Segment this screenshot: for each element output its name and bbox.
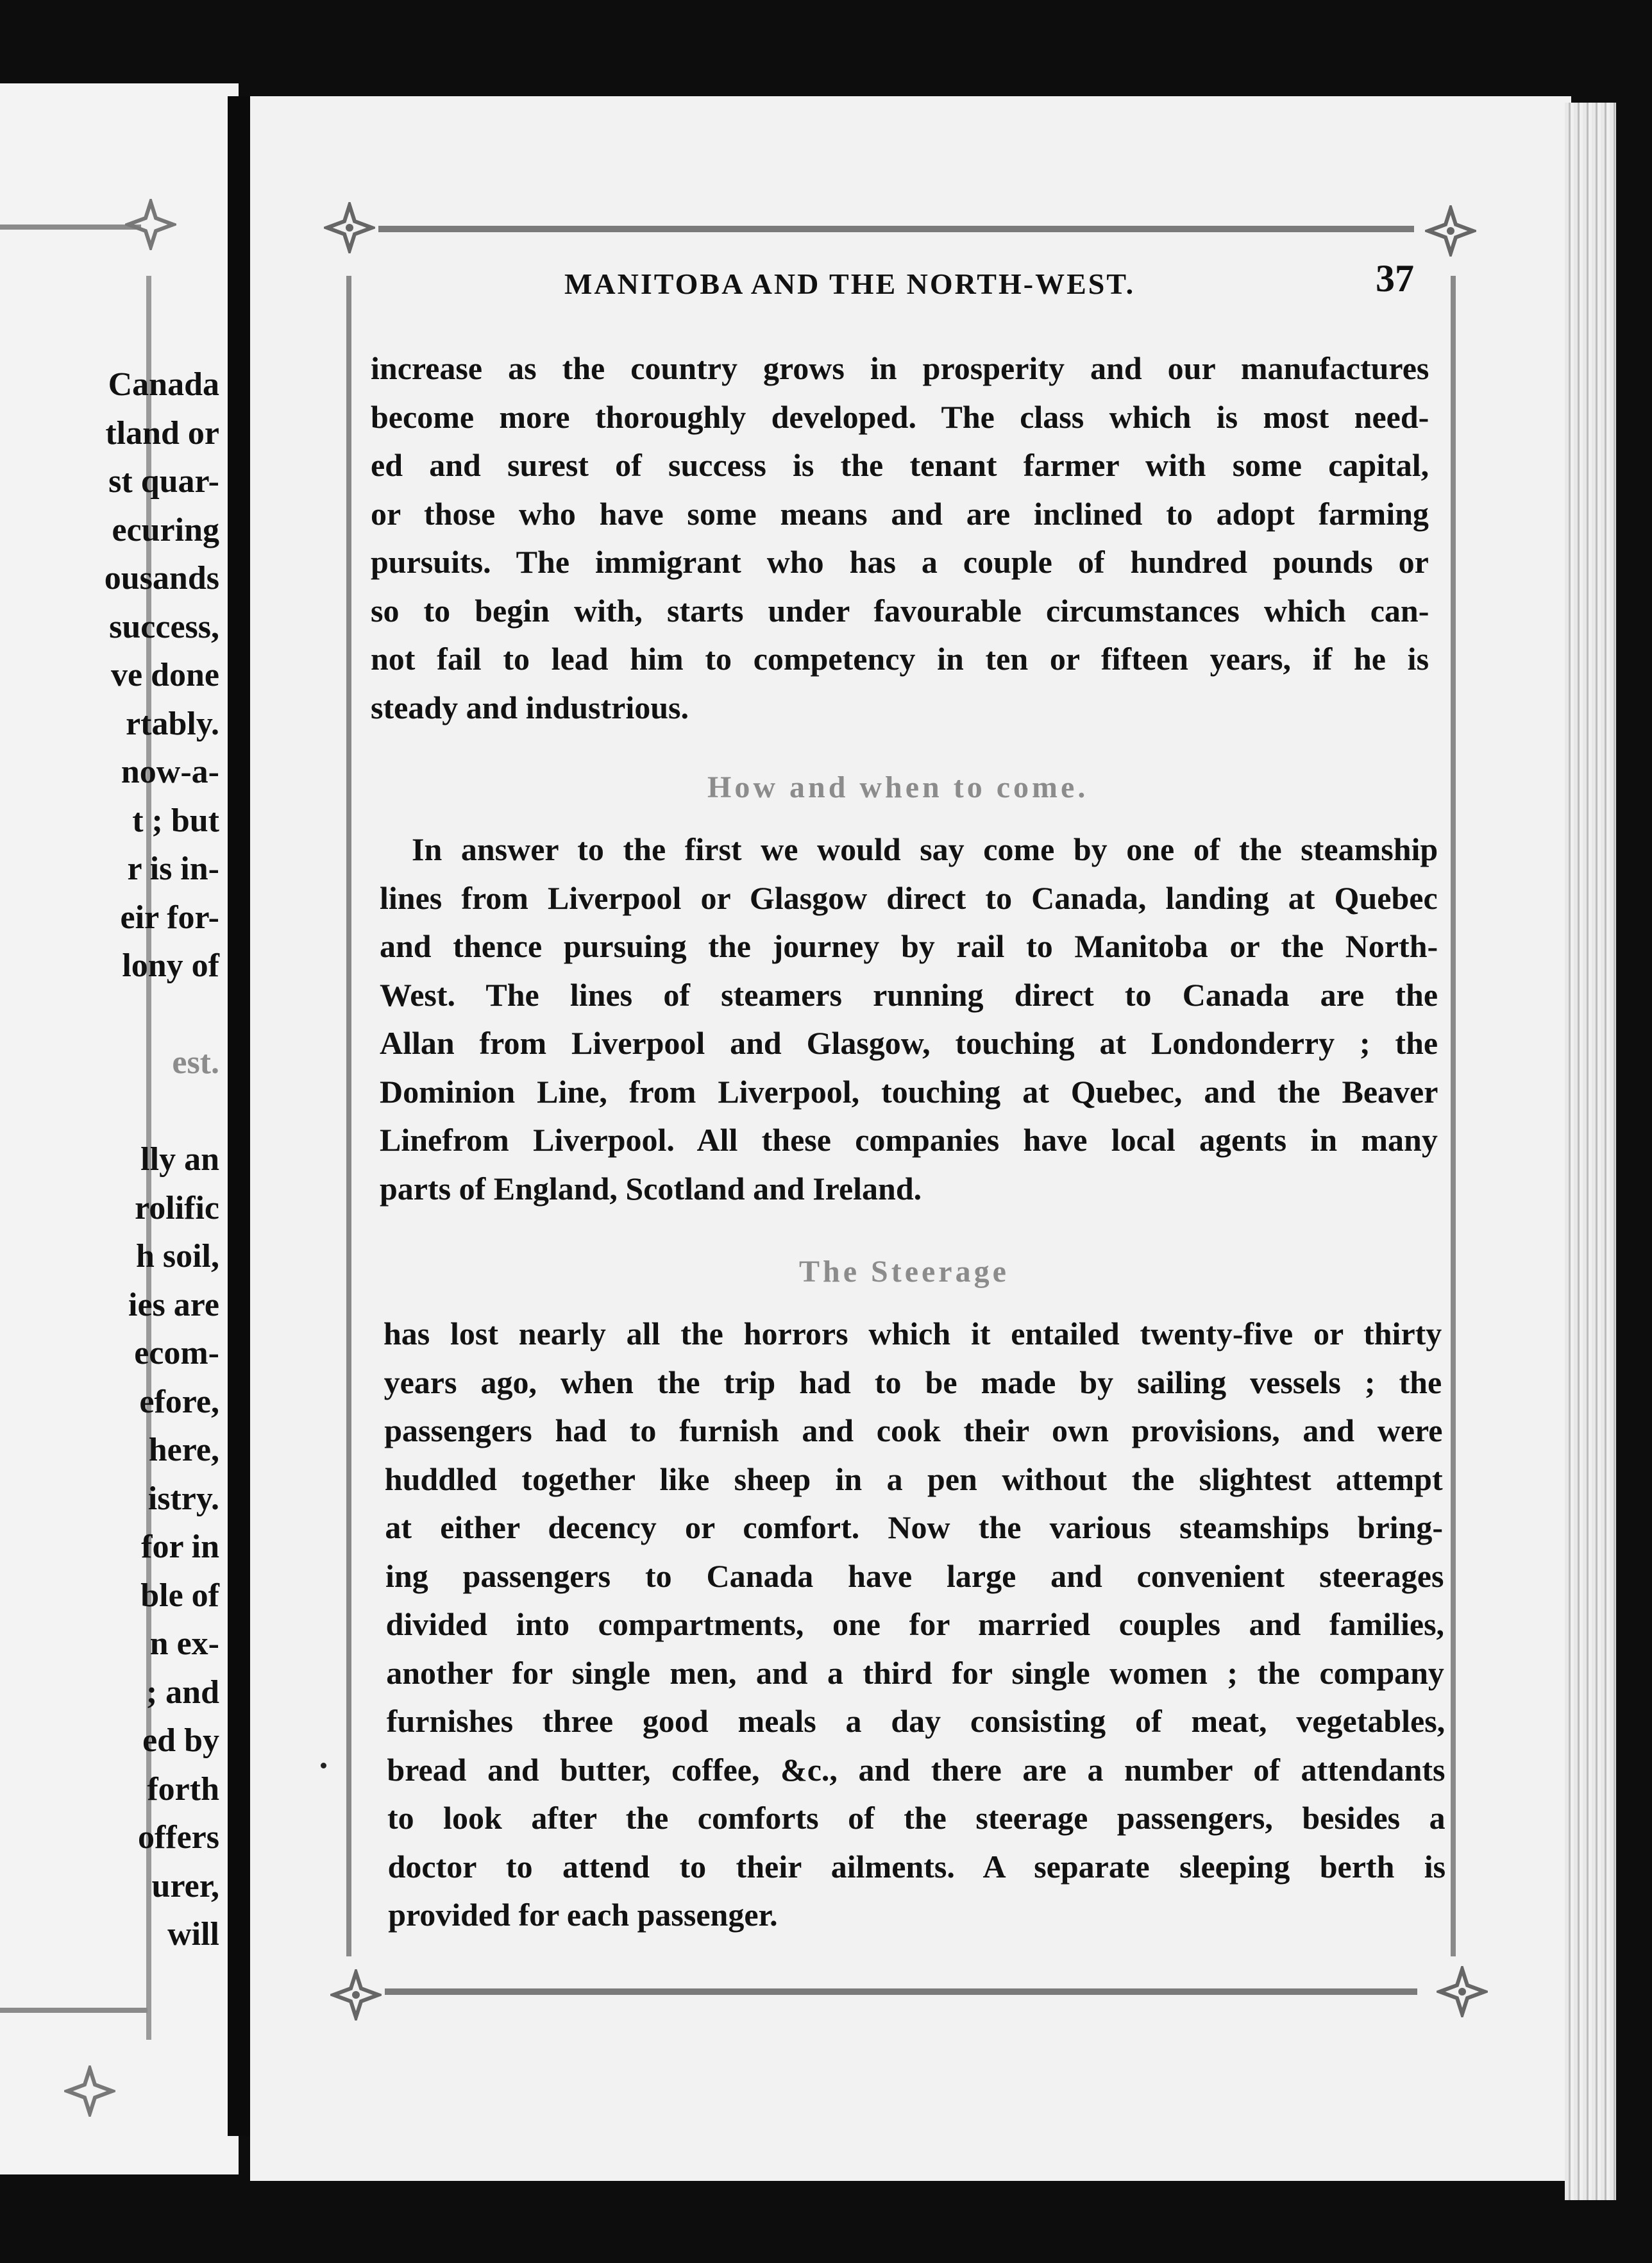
- cross-ornament-icon: [1425, 205, 1476, 257]
- page-number: 37: [1376, 257, 1414, 300]
- left-page-line: forth: [147, 1770, 219, 1808]
- cross-ornament-icon: [330, 1969, 382, 2021]
- left-page-line: lly an: [140, 1141, 219, 1178]
- left-page-line: t ; but: [132, 802, 219, 839]
- frame-left-rule: [346, 276, 351, 1956]
- left-page-line: ; and: [146, 1674, 219, 1711]
- text-line: In answer to the first we would say come by one of the steamship: [412, 831, 1438, 867]
- text-line: steady and industrious.: [371, 689, 689, 725]
- left-page-line: rtably.: [126, 705, 219, 742]
- text-line: not fail to lead him to competency in ten or fifteen years, if he is: [371, 641, 1429, 677]
- text-line: West. The lines of steamers running direct to Canada are the: [380, 976, 1438, 1013]
- text-line: and thence pursuing the journey by rail to Manitoba or the North-: [380, 928, 1438, 964]
- left-page-line: ve done: [111, 657, 219, 693]
- left-frame-bottom-rule: [0, 2008, 148, 2013]
- text-line: passengers had to furnish and cook their own provisions, and were: [384, 1412, 1443, 1448]
- left-page-line: here,: [148, 1432, 219, 1468]
- left-page-line: istry.: [148, 1480, 219, 1517]
- text-line: increase as the country grows in prosperity and our manufactures: [371, 350, 1429, 386]
- left-page-line: lony of: [122, 947, 219, 984]
- left-page-line: eir for-: [120, 899, 219, 936]
- left-page-line: st quar-: [108, 463, 219, 500]
- text-line: or those who have some means and are inclined to adopt farming: [371, 495, 1429, 532]
- frame-top-rule: [378, 226, 1414, 232]
- stray-ink-mark: [321, 1763, 326, 1768]
- left-page-line: ies are: [128, 1286, 219, 1323]
- left-page-line: tland or: [105, 414, 219, 452]
- left-page-line: ecuring: [112, 511, 219, 548]
- text-line: ing passengers to Canada have large and convenient steerages: [385, 1557, 1444, 1594]
- left-page-line: now-a-: [121, 754, 219, 790]
- text-line: furnishes three good meals a day consisting of meat, vegetables,: [386, 1703, 1446, 1739]
- left-page-line: r is in-: [127, 851, 219, 887]
- section-heading-how-and-when: How and when to come.: [707, 770, 1089, 804]
- left-frame-top-rule: [0, 225, 141, 230]
- text-line: another for single men, and a third for single women ; the company: [386, 1654, 1444, 1691]
- page-fore-edge: [1565, 103, 1616, 2200]
- text-line: so to begin with, starts under favourable circumstances which can-: [371, 592, 1429, 629]
- left-page-line: ble of: [140, 1577, 219, 1614]
- text-line: provided for each passenger.: [388, 1897, 778, 1933]
- cross-ornament-icon: [1437, 1966, 1488, 2017]
- left-page-line: est.: [172, 1044, 219, 1081]
- text-line: divided into compartments, one for married couples and families,: [385, 1606, 1445, 1642]
- left-page-line: efore,: [139, 1383, 219, 1420]
- left-facing-page: [0, 83, 239, 2174]
- left-page-line: ecom-: [134, 1335, 219, 1371]
- running-head: MANITOBA AND THE NORTH-WEST.: [564, 267, 1136, 300]
- left-page-line: offers: [137, 1819, 219, 1856]
- text-line: Dominion Line, from Liverpool, touching at Quebec, and the Beaver: [380, 1073, 1438, 1110]
- text-line: to look after the comforts of the steerage passengers, besides a: [387, 1800, 1446, 1836]
- left-page-line: h soil,: [135, 1238, 219, 1275]
- text-line: at either decency or comfort. Now the various steamships bring-: [385, 1509, 1444, 1545]
- text-line: bread and butter, coffee, &c., and there are a number of attendants: [387, 1751, 1446, 1788]
- text-line: years ago, when the trip had to be made by sailing vessels ; the: [384, 1364, 1442, 1400]
- cross-ornament-icon: [324, 202, 375, 253]
- left-page-line: ed by: [142, 1722, 219, 1759]
- text-line: become more thoroughly developed. The class which is most need-: [371, 398, 1429, 435]
- cross-ornament-icon: [125, 199, 176, 250]
- section-heading-steerage: The Steerage: [799, 1255, 1009, 1289]
- left-page-line: ousands: [104, 560, 219, 597]
- left-page-line: success,: [109, 608, 219, 645]
- text-line: ed and surest of success is the tenant farmer with some capital,: [371, 447, 1429, 483]
- left-page-line: Canada: [108, 366, 219, 403]
- frame-right-rule: [1451, 276, 1456, 1956]
- left-page-line: n ex-: [149, 1625, 219, 1662]
- text-line: has lost nearly all the horrors which it entailed twenty-five or thirty: [384, 1316, 1442, 1352]
- text-line: pursuits. The immigrant who has a couple of hundred pounds or: [371, 544, 1429, 580]
- left-page-line: rolific: [135, 1189, 219, 1226]
- left-page-line: will: [167, 1916, 219, 1953]
- text-line: lines from Liverpool or Glasgow direct to Canada, landing at Quebec: [380, 879, 1438, 916]
- text-line: doctor to attend to their ailments. A separate sleeping berth is: [387, 1848, 1446, 1885]
- text-line: parts of England, Scotland and Ireland.: [380, 1170, 922, 1207]
- text-line: Allan from Liverpool and Glasgow, touching at Londonderry ; the: [380, 1025, 1438, 1061]
- text-line: Linefrom Liverpool. All these companies have local agents in many: [380, 1122, 1438, 1158]
- text-line: huddled together like sheep in a pen without the slightest attempt: [384, 1461, 1443, 1497]
- cross-ornament-icon: [64, 2065, 115, 2117]
- left-page-line: for in: [141, 1529, 219, 1565]
- left-page-line: urer,: [151, 1867, 219, 1904]
- frame-bottom-rule: [385, 1988, 1417, 1995]
